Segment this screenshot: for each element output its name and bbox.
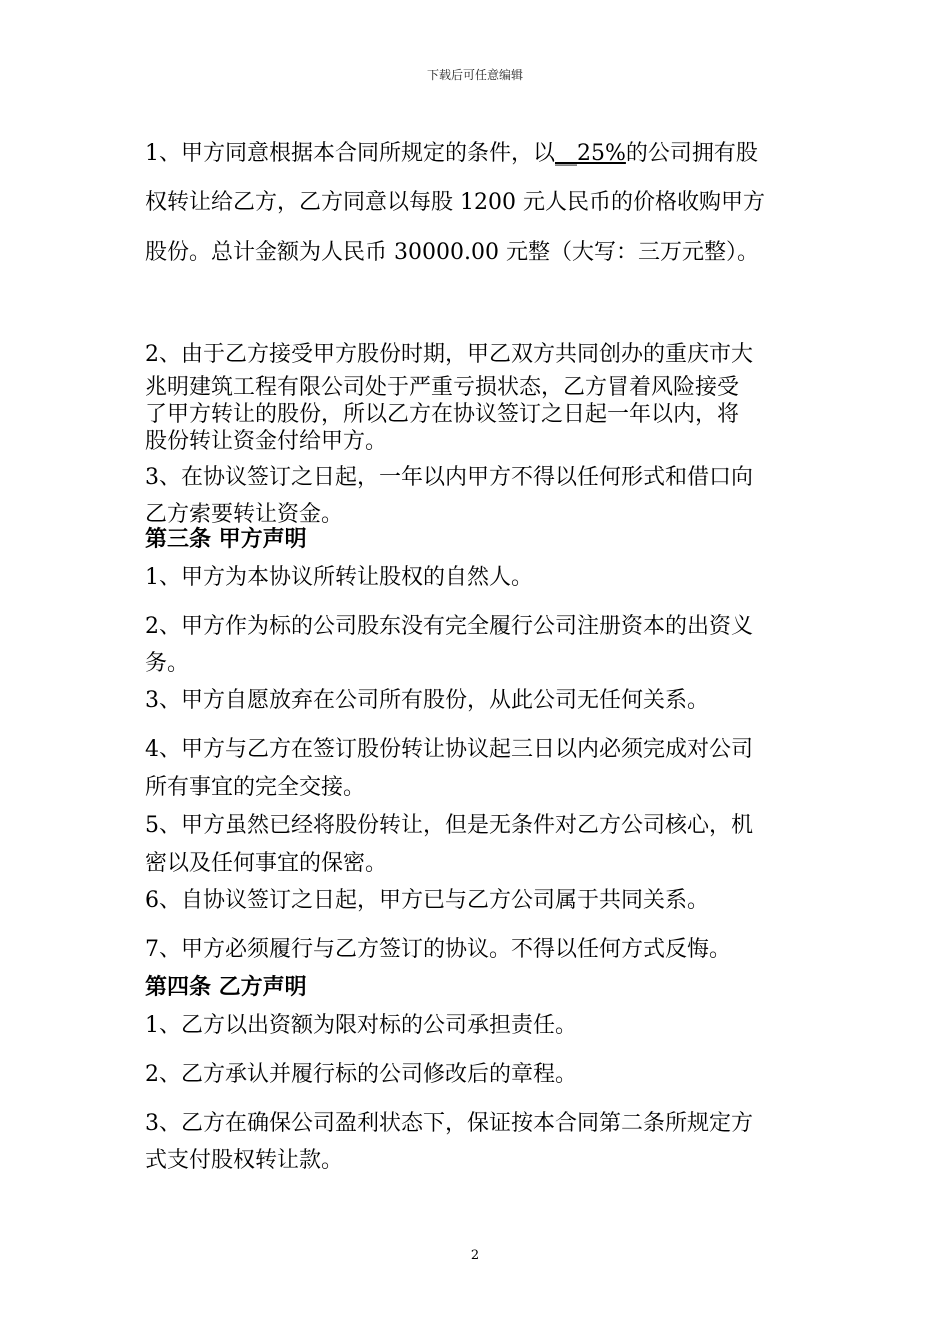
section-heading-article-3: 第三条 甲方声明 xyxy=(145,526,307,552)
article-3-item-5-line-1: 5、甲方虽然已经将股份转让，但是无条件对乙方公司核心，机 xyxy=(145,813,753,838)
article-3-item-2-line-2: 务。 xyxy=(145,651,190,676)
underlined-share-percent: __25% xyxy=(555,141,626,166)
text-segment: 1、甲方同意根据本合同所规定的条件，以 xyxy=(145,141,555,166)
article-4-item-3-line-1: 3、乙方在确保公司盈利状态下，保证按本合同第二条所规定方 xyxy=(145,1111,753,1136)
clause-2-2-line-1: 2、由于乙方接受甲方股份时期，甲乙双方共同创办的重庆市大 xyxy=(145,342,753,367)
clause-2-2-line-3: 了甲方转让的股份，所以乙方在协议签订之日起一年以内，将 xyxy=(145,402,740,427)
clause-2-2-line-4: 股份转让资金付给甲方。 xyxy=(145,429,388,454)
page-header: 下载后可任意编辑 xyxy=(426,68,523,82)
article-3-item-2-line-1: 2、甲方作为标的公司股东没有完全履行公司注册资本的出资义 xyxy=(145,614,753,639)
text-segment: 的公司拥有股 xyxy=(625,141,758,166)
page-number: 2 xyxy=(470,1248,480,1263)
article-4-item-2: 2、乙方承认并履行标的公司修改后的章程。 xyxy=(145,1062,577,1087)
clause-2-1-line-2: 权转让给乙方，乙方同意以每股 1200 元人民币的价格收购甲方 xyxy=(145,190,765,215)
clause-2-1-line-1 xyxy=(145,136,810,167)
clause-2-3-line-2: 乙方索要转让资金。 xyxy=(145,502,344,527)
article-3-item-4-line-2: 所有事宜的完全交接。 xyxy=(145,775,366,800)
clause-2-3-line-1: 3、在协议签订之日起，一年以内甲方不得以任何形式和借口向 xyxy=(145,465,753,490)
article-3-item-1: 1、甲方为本协议所转让股权的自然人。 xyxy=(145,565,533,590)
article-4-item-3-line-2: 式支付股权转让款。 xyxy=(145,1148,344,1173)
article-3-item-5-line-2: 密以及任何事宜的保密。 xyxy=(145,851,388,876)
clause-2-1-line-3: 股份。总计金额为人民币 30000.00 元整（大写：三万元整）。 xyxy=(145,240,759,265)
clause-2-2-line-2: 兆明建筑工程有限公司处于严重亏损状态，乙方冒着风险接受 xyxy=(145,375,740,400)
article-3-item-4-line-1: 4、甲方与乙方在签订股份转让协议起三日以内必须完成对公司 xyxy=(145,737,753,762)
section-heading-article-4: 第四条 乙方声明 xyxy=(145,974,307,1000)
article-3-item-7: 7、甲方必须履行与乙方签订的协议。不得以任何方式反悔。 xyxy=(145,937,731,962)
article-3-item-6: 6、自协议签订之日起，甲方已与乙方公司属于共同关系。 xyxy=(145,888,709,913)
article-4-item-1: 1、乙方以出资额为限对标的公司承担责任。 xyxy=(145,1013,577,1038)
article-3-item-3: 3、甲方自愿放弃在公司所有股份，从此公司无任何关系。 xyxy=(145,688,709,713)
